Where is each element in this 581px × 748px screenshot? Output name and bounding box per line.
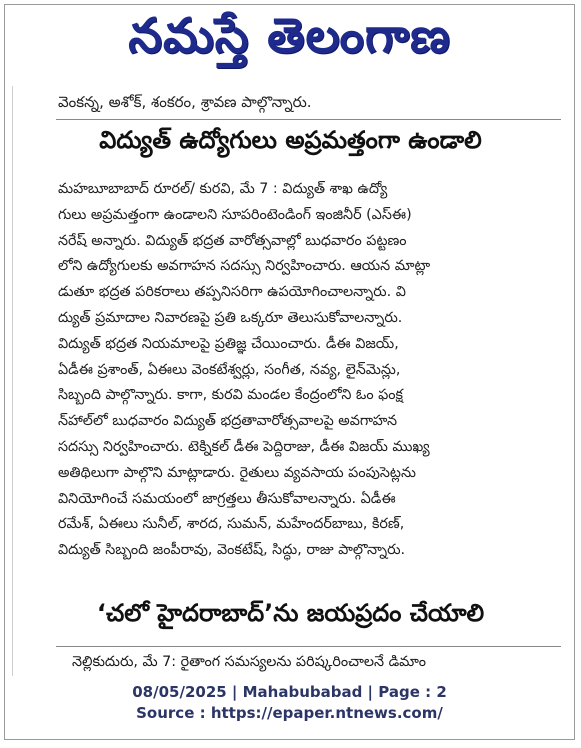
column-divider (12, 86, 13, 676)
article-body-line: రమేశ్, ఏఈలు సునీల్, శారద, సుమన్, మహేందర్‌బాబు, కిరణ్, (58, 516, 405, 533)
article-body-line: సదస్సు నిర్వహించారు. టెక్నికల్ డీఈ పెద్దిరాజు, డీఈ విజయ్ ముఖ్య (58, 438, 430, 455)
article-body-line: మహబూబాబాద్ రూరల్/ కురవి, మే 7 : విద్యుత్ శాఖ ఉద్యో (58, 181, 388, 197)
section-divider (56, 119, 561, 120)
article-body-line: లోని ఉద్యోగులకు అవగాహన సదస్సు నిర్వహించారు. ఆయన మాట్లా (58, 258, 431, 275)
article-body-line: అతిథిలుగా పాల్గొని మాట్లాడారు. రైతులు వ్యవసాయ పంపుసెట్లను (58, 464, 416, 481)
article-body-line: నరేష్ అన్నారు. విద్యుత్ భద్రత వారోత్సవాల్లో బుధవారం పట్టణం (58, 232, 407, 249)
footer-source: Source : https://epaper.ntnews.com/ (136, 704, 443, 722)
article-body (58, 177, 558, 564)
article-body-line: సిబ్బంది పాల్గొన్నారు. కాగా, కురవి మండల కేంద్రంలోని ఓం ఫంక్ష (58, 387, 404, 404)
article-body-line: న్‌హాల్‌లో బుధవారం విద్యుత్ భద్రతావారోత్సవాలపై అవగాహన (58, 413, 397, 430)
masthead-title: నమస్తే తెలంగాణ (128, 8, 451, 64)
article-headline: విద్యుత్ ఉద్యోగులు అప్రమత్తంగా ఉండాలి (99, 126, 482, 154)
article-body-line: విద్యుత్ భద్రత నియమాలపై ప్రతిజ్ఞ చేయించారు. డీఈ విజయ్, (58, 335, 399, 352)
article-body-line: ఏడీఈ ప్రశాంత్, ఏఈలు వెంకటేశ్వర్లు, సంగీత, నవ్య, లైన్‌మెన్లు, (58, 361, 401, 378)
preceding-article-line: వెంకన్న, అశోక్, శంకరం, శ్రావణ పాల్గొన్నారు. (58, 93, 312, 111)
footer (4, 682, 575, 724)
next-article-first-line: నెల్లికుదురు, మే 7: రైతాంగ సమస్యలను పరిష్కరించాలనే డిమాం (72, 654, 426, 670)
article-body-line: విద్యుత్ సిబ్బంది జంపీరావు, వెంకటేష్, సిద్ధు, రాజు పాల్గొన్నారు. (58, 542, 406, 559)
article-body-line: గులు అప్రమత్తంగా ఉండాలని సూపరింటెండింగ్ ఇంజినీర్ (ఎస్ఈ) (58, 206, 412, 223)
article-body-line: ద్యుత్ ప్రమాదాల నివారణపై ప్రతి ఒక్కరూ తెలుసుకోవాలన్నారు. (58, 309, 403, 326)
section-divider (56, 646, 561, 647)
article-body-line: డుతూ భద్రత పరికరాలు తప్పనిసరిగా ఉపయోగించాలన్నారు. వి (58, 284, 406, 301)
article-body-line: వినియోగించే సమయంలో జాగ్రత్తలు తీసుకోవాలన్నారు. ఏడీఈ (58, 490, 396, 507)
next-article-headline: ‘చలో హైదరాబాద్’ను జయప్రదం చేయాలి (96, 599, 485, 627)
footer-date-edition: 08/05/2025 | Mahabubabad | Page : 2 (132, 683, 447, 701)
news-clipping (12, 86, 569, 676)
newspaper-masthead (4, 4, 575, 80)
